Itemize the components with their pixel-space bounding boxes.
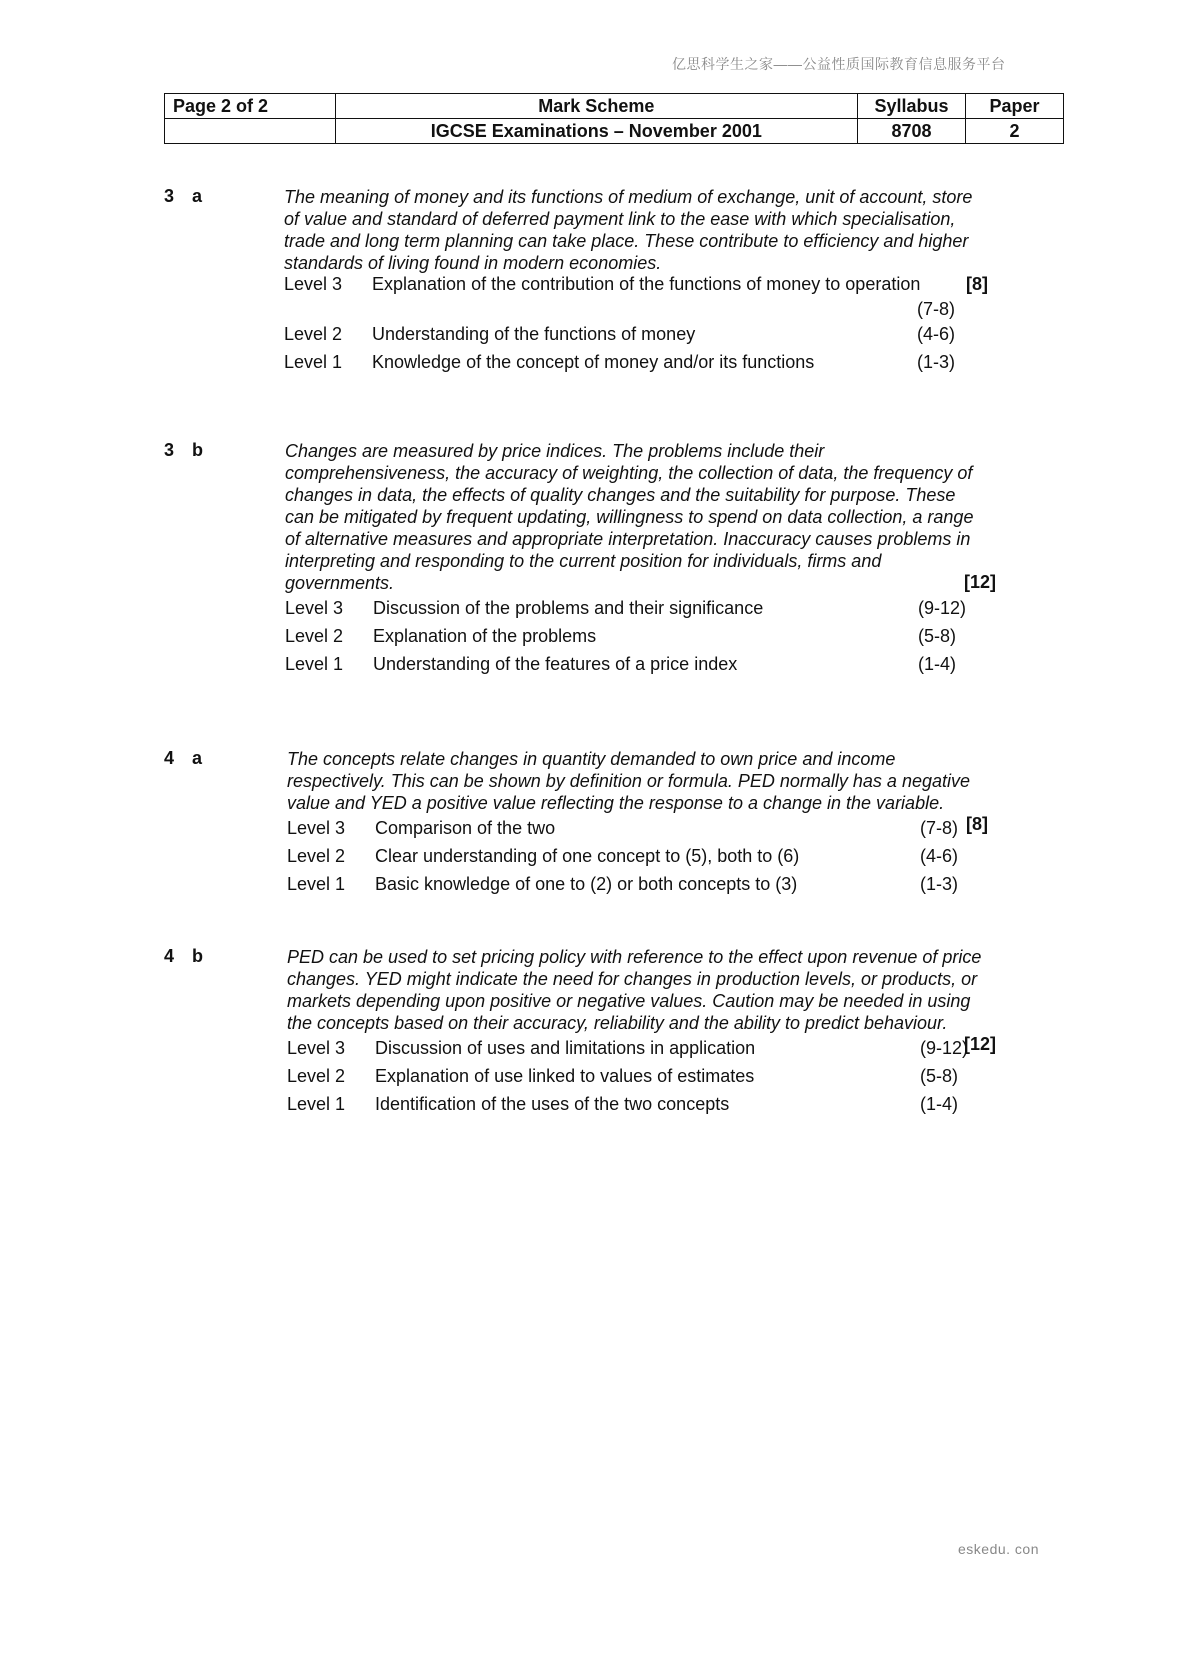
level-range: (1-4) bbox=[920, 1093, 959, 1114]
header-table bbox=[164, 93, 1064, 144]
level-row bbox=[285, 622, 985, 650]
level-desc: Knowledge of the concept of money and/or its functions bbox=[372, 351, 815, 372]
exam-title: IGCSE Examinations – November 2001 bbox=[335, 119, 857, 144]
question-part: a bbox=[192, 186, 203, 206]
level-desc: Understanding of the functions of money bbox=[372, 323, 696, 344]
level-row bbox=[287, 814, 999, 842]
level-range: (9-12) bbox=[920, 1037, 969, 1058]
question-num: 3 bbox=[164, 186, 175, 206]
paper-number: 2 bbox=[966, 119, 1064, 144]
level-range: (7-8) bbox=[917, 299, 956, 319]
marks-total: [8] bbox=[966, 274, 988, 294]
level-range: (7-8) bbox=[920, 817, 959, 838]
level-desc: Basic knowledge of one to (2) or both concepts to (3) bbox=[375, 873, 798, 894]
level-range: (1-4) bbox=[918, 653, 957, 674]
marks-total: [12] bbox=[963, 572, 996, 592]
level-label: Level 2 bbox=[285, 625, 344, 646]
syllabus-label: Syllabus bbox=[857, 94, 965, 119]
header-row-2 bbox=[165, 119, 1064, 144]
level-row bbox=[287, 842, 999, 870]
answer-text: PED can be used to set pricing policy with reference to the effect upon revenue of price changes. YED might indicate the need for changes in production levels, or products, or markets depending upon positive or negative values. Caution may be needed in using the concepts based on their accuracy, reliability and the ability to predict behaviour. bbox=[287, 947, 982, 1033]
question-number bbox=[164, 186, 202, 207]
level-label: Level 3 bbox=[284, 274, 343, 294]
level-list bbox=[287, 814, 999, 898]
level-row bbox=[287, 1034, 999, 1062]
level-list bbox=[284, 274, 984, 376]
question-num: 3 bbox=[164, 440, 175, 460]
question-num: 4 bbox=[164, 946, 175, 966]
level-range: (4-6) bbox=[917, 323, 956, 344]
paper-label: Paper bbox=[966, 94, 1064, 119]
level-label: Level 3 bbox=[287, 1037, 346, 1058]
level-desc: Discussion of uses and limitations in application bbox=[375, 1037, 756, 1058]
level-range: (5-8) bbox=[918, 625, 957, 646]
question-part: b bbox=[192, 946, 204, 966]
level-label: Level 1 bbox=[285, 653, 344, 674]
level-label: Level 3 bbox=[285, 597, 344, 618]
level-desc: Explanation of the contribution of the functions of money to operation bbox=[372, 274, 921, 294]
level-label: Level 1 bbox=[284, 351, 343, 372]
question-number bbox=[164, 440, 203, 461]
level-list bbox=[287, 1034, 999, 1118]
question-number bbox=[164, 946, 203, 967]
marks-total: [8] bbox=[966, 814, 988, 834]
question-number bbox=[164, 748, 202, 769]
level-row bbox=[285, 650, 985, 678]
marks-total: [12] bbox=[963, 1034, 996, 1054]
question-body bbox=[285, 440, 985, 678]
level-desc: Explanation of the problems bbox=[373, 625, 597, 646]
level-range: (1-3) bbox=[920, 873, 959, 894]
level-desc: Identification of the uses of the two concepts bbox=[375, 1093, 730, 1114]
level-row bbox=[287, 1062, 999, 1090]
question-part: b bbox=[192, 440, 204, 460]
level-label: Level 2 bbox=[287, 845, 346, 866]
mark-scheme-label: Mark Scheme bbox=[335, 94, 857, 119]
answer-text: Changes are measured by price indices. The problems include their comprehensiveness, the accuracy of weighting, the collection of data, the frequency of changes in data, the effects of quality changes and the suitability for purpose. These can be mitigated by frequent updating, willingness to spend on data collection, a range of alternative measures and appropriate interpretation. Inaccuracy causes problems in interpreting and responding to the current position for individuals, firms and governments. bbox=[285, 441, 974, 593]
level-range: (9-12) bbox=[918, 597, 967, 618]
answer-text: The concepts relate changes in quantity demanded to own price and income respectively. This can be shown by definition or formula. PED normally has a negative value and YED a positive value reflecting the response to a change in the variable. bbox=[287, 749, 970, 813]
question-body bbox=[284, 186, 984, 376]
level-range: (5-8) bbox=[920, 1065, 959, 1086]
level-row bbox=[284, 274, 984, 320]
level-desc: Explanation of use linked to values of estimates bbox=[375, 1065, 755, 1086]
question-num: 4 bbox=[164, 748, 175, 768]
level-label: Level 2 bbox=[284, 323, 343, 344]
question-body bbox=[287, 748, 999, 898]
page-number: Page 2 of 2 bbox=[165, 94, 336, 119]
level-row bbox=[284, 320, 984, 348]
level-row bbox=[284, 348, 984, 376]
level-row bbox=[285, 594, 985, 622]
level-desc: Comparison of the two bbox=[375, 817, 556, 838]
level-range: (4-6) bbox=[920, 845, 959, 866]
level-row bbox=[287, 1090, 999, 1118]
question-part: a bbox=[192, 748, 203, 768]
answer-text: The meaning of money and its functions of medium of exchange, unit of account, store of value and standard of deferred payment link to the ease with which specialisation, trade and long term planning can take place. These contribute to efficiency and higher standards of living found in modern economies. bbox=[284, 187, 973, 273]
level-label: Level 1 bbox=[287, 873, 346, 894]
level-label: Level 2 bbox=[287, 1065, 346, 1086]
empty-cell bbox=[165, 119, 336, 144]
level-desc: Clear understanding of one concept to (5), both to (6) bbox=[375, 845, 800, 866]
level-row bbox=[287, 870, 999, 898]
syllabus-code: 8708 bbox=[857, 119, 965, 144]
question-body bbox=[287, 946, 999, 1118]
level-desc: Discussion of the problems and their significance bbox=[373, 597, 764, 618]
watermark-top: 亿思科学生之家——公益性质国际教育信息服务平台 bbox=[672, 56, 1006, 72]
level-list bbox=[285, 594, 985, 678]
level-label: Level 3 bbox=[287, 817, 346, 838]
header-row-1 bbox=[165, 94, 1064, 119]
watermark-bottom: eskedu. con bbox=[958, 1541, 1039, 1557]
level-range: (1-3) bbox=[917, 351, 956, 372]
level-label: Level 1 bbox=[287, 1093, 346, 1114]
level-desc: Understanding of the features of a price index bbox=[373, 653, 738, 674]
